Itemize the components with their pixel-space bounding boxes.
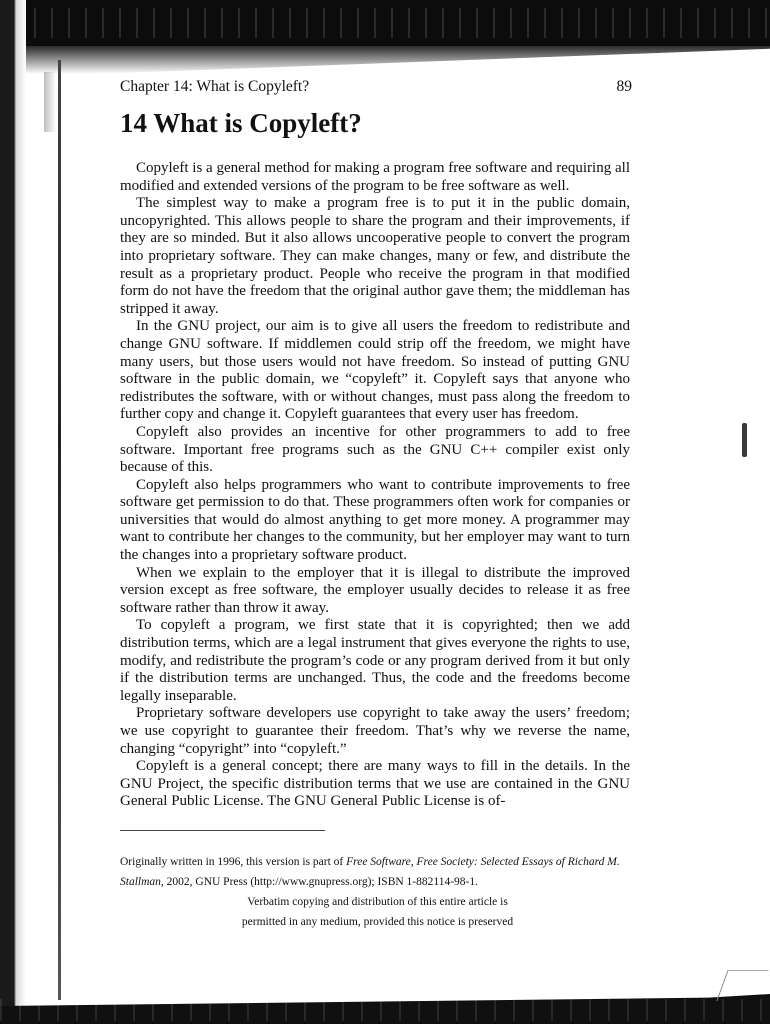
paragraph: Copyleft is a general method for making a program free software and requiring all modified and extended versions of the program to be free software as well.: [120, 160, 630, 194]
paragraph: Copyleft also helps programmers who want to contribute improvements to free software get permission to do that. These programmers often work for companies or universities that would do almost anything to get more money. A programmer may want to contribute her changes to the community, but her employer may want to turn the changes into a proprietary software product.: [120, 476, 630, 564]
footnote: [120, 852, 635, 932]
copying-notice-line-1: Verbatim copying and distribution of this entire article is: [247, 896, 508, 908]
paragraph: In the GNU project, our aim is to give all users the freedom to redistribute and change GNU software. If middlemen could strip off the freedom, we might have many users, but those users would not have freedom. So instead of putting GNU software in the public domain, we “copyleft” it. Copyleft says that anyone who redistributes the software, with or without changes, must pass along the freedom to further copy and change it. Copyleft guarantees that every user has freedom.: [120, 318, 630, 423]
chapter-title: 14 What is Copyleft?: [120, 108, 362, 138]
running-header: [120, 78, 632, 98]
paragraph: The simplest way to make a program free is to put it in the public domain, uncopyrighted. This allows people to share the program and their improvements, if they are so minded. But it also allows uncooperative people to convert the program into proprietary software. They can make changes, many or few, and distribute the result as a proprietary product. People who receive the program in that modified form do not have the freedom that the original author gave them; the middleman has stripped it away.: [120, 195, 630, 317]
copying-notice-line-2: permitted in any medium, provided this notice is preserved: [241, 916, 514, 928]
footnote-details: , 2002, GNU Press (http://www.gnupress.org); ISBN 1-882114-98-1.: [160, 876, 478, 888]
book-spine-shadow: [0, 0, 26, 1024]
footnote-book-title: Free Software, Free Society: Selected Essays of Richard M. Stallman: [120, 856, 620, 888]
footnote-source: [120, 852, 635, 892]
paragraph: To copyleft a program, we first state that it is copyrighted; then we add distribution terms, which are a legal instrument that gives everyone the rights to use, modify, and redistribute the program’s code or any program derived from it but only if the distribution terms are unchanged. Thus, the code and the freedoms become legally inseparable.: [120, 617, 630, 704]
paragraph: When we explain to the employer that it is illegal to distribute the improved version except as free software, the employer usually decides to release it as free software rather than throw it away.: [120, 564, 630, 616]
page-fold-shadow: [0, 46, 770, 74]
paragraph: Proprietary software developers use copyright to take away the users’ freedom; we use copyright to guarantee their freedom. That’s why we reverse the name, changing “copyright” into “copyleft.”: [120, 705, 630, 757]
chapter-header: Chapter 14: What is Copyleft?: [120, 78, 310, 95]
gutter-line: [58, 60, 61, 1000]
footnote-divider: [120, 830, 325, 831]
scanner-bottom-stripes: [0, 999, 770, 1021]
page-number: 89: [616, 78, 632, 95]
scan-smudge: [44, 72, 56, 132]
paragraph: Copyleft is a general concept; there are many ways to fill in the details. In the GNU Project, the specific distribution terms that we use are contained in the GNU General Public License. The GNU General Public License is of-: [120, 758, 630, 810]
body-text: [120, 160, 630, 811]
scanner-top-stripes: [0, 8, 770, 38]
paragraph: Copyleft also provides an incentive for other programmers to add to free software. Important free programs such as the GNU C++ compiler exist only because of this.: [120, 423, 630, 476]
footnote-intro: Originally written in 1996, this version is part of: [120, 856, 347, 868]
margin-mark: [742, 423, 747, 457]
